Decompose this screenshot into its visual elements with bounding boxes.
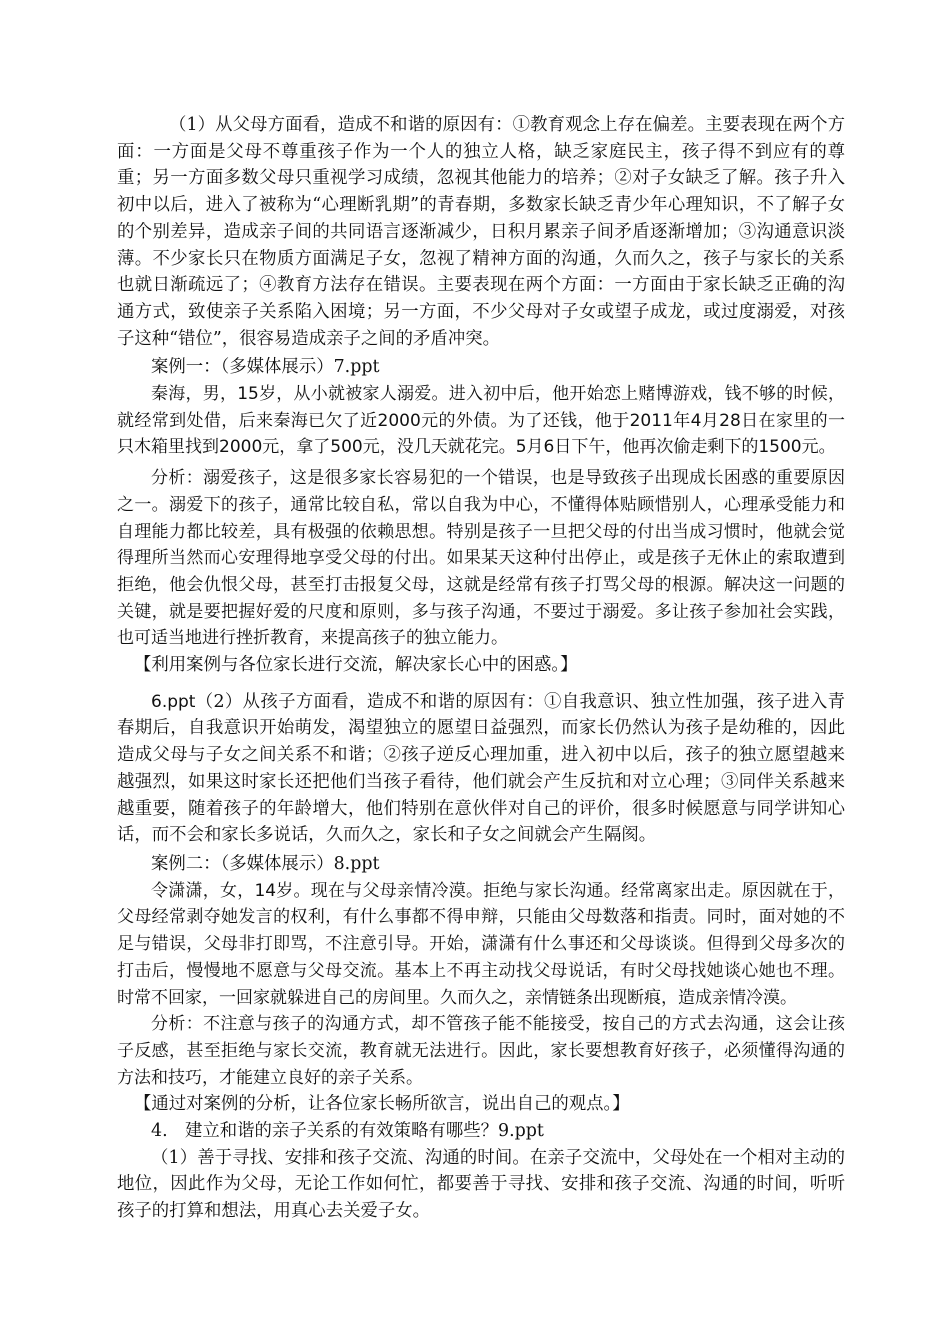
case1-note: 【利用案例与各位家长进行交流，解决家长心中的困惑。】 — [134, 655, 578, 676]
case2-note: 【通过对案例的分析，让各位家长畅所欲言，说出自己的观点。】 — [134, 1094, 630, 1115]
case2-title: 案例二：（多媒体展示）8.ppt — [151, 853, 380, 874]
paragraph-child-causes-text: （2）从孩子方面看，造成不和谐的原因有：①自我意识、独立性加强，孩子进入青春期后，自我意识开始萌发，渴望独立的愿望日益强烈，而家长仍然认为孩子是幼稚的，因此造成父母与子女之间关系不和谐；②孩子逆反心理加重，进入初中以后，孩子的独立愿望越来越强烈，如果这时家长还把他们当孩子看待，他们就会产生反抗和对立心理；③同伴关系越来越重要，随着孩子的年龄增大，他们特别在意伙伴对自己的评价，很多时候愿意与同学讲知心话，而不会和家长多说话，久而久之，家长和子女之间就会产生隔阂。 — [117, 691, 845, 846]
case2-analysis: 分析：不注意与孩子的沟通方式，却不管孩子能不能接受，按自己的方式去沟通，这会让孩子反感，甚至拒绝与家长交流，教育就无法进行。因此，家长要想教育好孩子，必须懂得沟通的方法和技巧，才能建立良好的亲子关系。 — [117, 1014, 845, 1088]
case2-body: 令潇潇，女，14岁。现在与父母亲情冷漠。拒绝与家长沟通。经常离家出走。原因就在于，父母经常剥夺她发言的权利，有什么事都不得申辩，只能由父母数落和指责。同时，面对她的不足与错误，父母非打即骂，不注意引导。开始，潇潇有什么事还和父母谈谈。但得到父母多次的打击后，慢慢地不愿意与父母交流。基本上不再主动找父母说话，有时父母找她谈心她也不理。时常不回家，一回家就躲进自己的房间里。久而久之，亲情链条出现断痕，造成亲情冷漠。 — [117, 880, 845, 1008]
paragraph-child-causes — [117, 689, 845, 849]
case1-body: 秦海，男，15岁，从小就被家人溺爱。进入初中后，他开始恋上赌博游戏，钱不够的时候，就经常到处借，后来秦海已欠了近2000元的外债。为了还钱，他于2011年4月28日在家里的一只木箱里找到2000元，拿了500元，没几天就花完。5月6日下午，他再次偷走剩下的1500元。 — [117, 384, 845, 458]
section-heading-4: 4. 建立和谐的亲子关系的有效策略有哪些？9.ppt — [151, 1121, 544, 1142]
case1-title: 案例一：（多媒体展示）7.ppt — [151, 357, 380, 378]
document-body — [117, 112, 845, 1225]
paragraph-parent-causes: （1）从父母方面看，造成不和谐的原因有：①教育观念上存在偏差。主要表现在两个方面：一方面是父母不尊重孩子作为一个人的独立人格，缺乏家庭民主，孩子得不到应有的尊重；另一方面多数父母只重视学习成绩，忽视其他能力的培养；②对子女缺乏了解。孩子升入初中以后，进入了被称为“心理断乳期”的青春期，多数家长缺乏青少年心理知识，不了解子女的个别差异，造成亲子间的共同语言逐渐减少，日积月累亲子间矛盾逐渐增加；③沟通意识淡薄。不少家长只在物质方面满足子女，忽视了精神方面的沟通，久而久之，孩子与家长的关系也就日渐疏远了；④教育方法存在错误。主要表现在两个方面：一方面由于家长缺乏正确的沟通方式，致使亲子关系陷入困境；另一方面，不少父母对子女或望子成龙，或过度溺爱，对孩子这种“错位”，很容易造成亲子之间的矛盾冲突。 — [117, 115, 845, 349]
paragraph-strategy-1: （1）善于寻找、安排和孩子交流、沟通的时间。在亲子交流中，父母处在一个相对主动的地位，因此作为父母，无论工作如何忙，都要善于寻找、安排和孩子交流、沟通的时间，听听孩子的打算和想法，用真心去关爱子女。 — [117, 1147, 845, 1222]
case1-analysis: 分析：溺爱孩子，这是很多家长容易犯的一个错误，也是导致孩子出现成长困惑的重要原因之一。溺爱下的孩子，通常比较自私，常以自我为中心，不懂得体贴顾惜别人，心理承受能力和自理能力都比较差，具有极强的依赖思想。特别是孩子一旦把父母的付出当成习惯时，他就会觉得理所当然而心安理得地享受父母的付出。如果某天这种付出停止，或是孩子无休止的索取遭到拒绝，他会仇恨父母，甚至打击报复父母，这就是经常有孩子打骂父母的根源。解决这一问题的关键，就是要把握好爱的尺度和原则，多与孩子沟通，不要过于溺爱。多让孩子参加社会实践，也可适当地进行挫折教育，来提高孩子的独立能力。 — [117, 468, 845, 649]
ppt-reference: 6.ppt — [151, 691, 196, 712]
